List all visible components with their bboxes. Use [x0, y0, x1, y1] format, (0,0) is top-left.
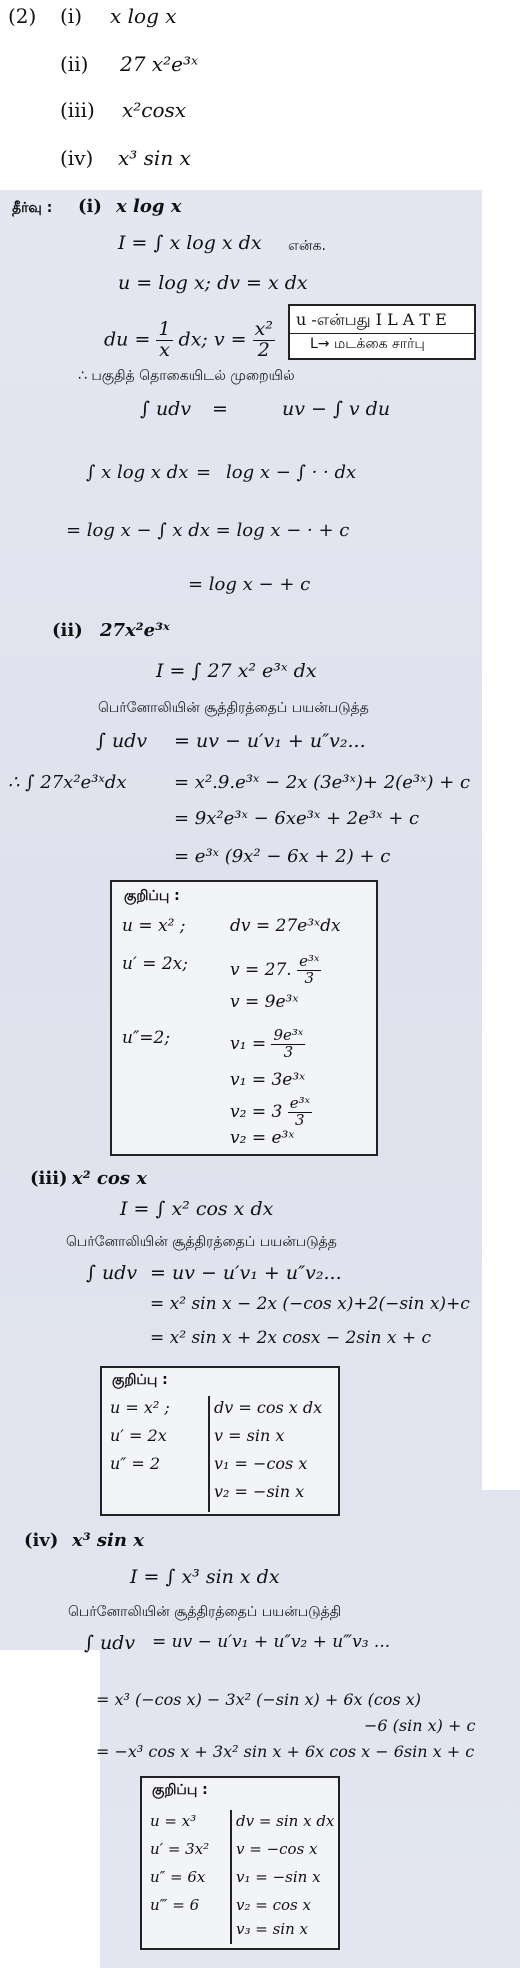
equation: log x − ∫ · · dx	[226, 462, 357, 483]
part-expression: x³ sin x	[118, 146, 191, 170]
equation: u = log x; dv = x dx	[118, 272, 308, 294]
note-cell: v₁ = −cos x	[214, 1454, 308, 1473]
equation: I = ∫ x² cos x dx	[120, 1198, 274, 1220]
note-cell: u′ = 2x;	[122, 954, 188, 974]
formula-left: ∫ udv	[96, 730, 148, 752]
note-cell: u‴ = 6	[150, 1896, 200, 1914]
note-title: குறிப்பு :	[124, 888, 180, 904]
part-heading: x log x	[116, 196, 182, 217]
equation: = −x³ cos x + 3x² sin x + 6x cos x − 6sin x + c	[96, 1742, 475, 1761]
method-note: பெர்னோலியின் சூத்திரத்தைப் பயன்படுத்தி	[68, 1604, 342, 1620]
divider	[290, 333, 474, 334]
method-note: பெர்னோலியின் சூத்திரத்தைப் பயன்படுத்த	[66, 1234, 337, 1250]
formula-left: ∫ udv	[140, 398, 192, 420]
note-cell: u″=2;	[122, 1028, 171, 1048]
equation	[104, 320, 275, 361]
note-cell: v₃ = sin x	[236, 1920, 308, 1938]
equation: = log x − ∫ x dx = log x − · + c	[66, 520, 350, 541]
note-cell: dv = cos x dx	[214, 1398, 323, 1417]
note-cell: v₂ = 3 $\frac{\text{e³ˣ}}{3}$	[230, 1094, 310, 1129]
solution-label: தீர்வு :	[12, 200, 53, 216]
equation: I = ∫ x³ sin x dx	[130, 1566, 280, 1588]
note-cell: v₂ = −sin x	[214, 1482, 305, 1501]
equation-note: என்க.	[288, 238, 326, 254]
equation: = x² sin x − 2x (−cos x)+2(−sin x)+c	[150, 1294, 470, 1314]
formula-right: = uv − u′v₁ + u″v₂...	[174, 730, 366, 752]
page-margin	[482, 190, 520, 1490]
formula-right: = uv − u′v₁ + u″v₂...	[150, 1262, 342, 1284]
method-note: ∴ பகுதித் தொகையிடல் முறையில்	[78, 368, 295, 384]
note-cell: v₁ = −sin x	[236, 1868, 321, 1886]
note-title: குறிப்பு :	[152, 1782, 208, 1798]
equation: = e³ˣ (9x² − 6x + 2) + c	[174, 846, 391, 867]
note-cell: u′ = 2x	[110, 1426, 167, 1445]
note-cell: dv = sin x dx	[236, 1812, 335, 1830]
part-label: (iv)	[24, 1530, 59, 1551]
formula-right: uv − ∫ v du	[282, 398, 391, 420]
note-cell: v = sin x	[214, 1426, 285, 1445]
part-label: (i)	[60, 4, 83, 28]
note-cell: u″ = 6x	[150, 1868, 206, 1886]
note-cell: dv = 27e³ˣdx	[230, 916, 341, 936]
part-label: (ii)	[52, 620, 83, 641]
fraction: $\frac{1}{x}$	[158, 318, 171, 361]
note-cell: u = x² ;	[110, 1398, 170, 1417]
fraction: $\frac{\text{9e³ˣ}}{3}$	[273, 1026, 304, 1061]
equation-text: dx; v =	[178, 328, 247, 351]
note-cell: v = 9e³ˣ	[230, 992, 299, 1012]
formula-right: = uv − u′v₁ + u″v₂ + u‴v₃ ...	[152, 1632, 391, 1652]
note-cell: v = 27. $\frac{\text{e³ˣ}}{3}$	[230, 952, 320, 987]
equation: = x².9.e³ˣ − 2x (3e³ˣ)+ 2(e³ˣ) + c	[174, 772, 471, 793]
equation: I = ∫ 27 x² e³ˣ dx	[156, 660, 317, 682]
note-cell: v₂ = cos x	[236, 1896, 311, 1914]
note-cell: v = −cos x	[236, 1840, 318, 1858]
part-label: (i)	[78, 196, 102, 217]
equation: = x³ (−cos x) − 3x² (−sin x) + 6x (cos x)	[96, 1690, 421, 1709]
part-heading: x² cos x	[72, 1168, 147, 1189]
equation: = x² sin x + 2x cosx − 2sin x + c	[150, 1328, 432, 1348]
part-expression: x²cosx	[122, 98, 187, 122]
note-box	[110, 880, 378, 1156]
equation: I = ∫ x log x dx	[118, 232, 262, 254]
fraction: $\frac{\text{x²}}{2}$	[254, 318, 273, 361]
equation: = log x − + c	[188, 574, 311, 595]
note-title: குறிப்பு :	[112, 1372, 168, 1388]
part-label: (iii)	[30, 1168, 68, 1189]
liate-note-box	[288, 304, 476, 360]
question-number: (2)	[8, 4, 37, 28]
formula-left: ∫ udv	[84, 1632, 136, 1654]
equation: ∫ x log x dx	[86, 462, 189, 483]
equation: ∴ ∫ 27x²e³ˣdx	[8, 772, 127, 793]
note-cell: u = x² ;	[122, 916, 186, 936]
page-margin	[0, 1650, 100, 1968]
formula-left: ∫ udv	[86, 1262, 138, 1284]
note-cell: u = x³	[150, 1812, 197, 1830]
equation: −6 (sin x) + c	[364, 1716, 476, 1735]
equation-text: du =	[104, 328, 151, 351]
note-cell: v₁ = 3e³ˣ	[230, 1070, 306, 1090]
liate-meaning: L→ மடக்கை சார்பு	[310, 336, 425, 352]
formula-equals: =	[212, 398, 228, 420]
note-cell: v₂ = e³ˣ	[230, 1128, 295, 1148]
liate-rule: u -என்பது I L A T E	[296, 310, 447, 329]
divider	[208, 1396, 210, 1512]
note-box	[100, 1366, 340, 1516]
part-heading: x³ sin x	[72, 1530, 144, 1551]
note-cell: v₁ = $\frac{\text{9e³ˣ}}{3}$	[230, 1026, 304, 1061]
note-cell: u′ = 3x²	[150, 1840, 210, 1858]
part-label: (iv)	[60, 146, 94, 170]
part-label: (ii)	[60, 52, 89, 76]
part-expression: x log x	[110, 4, 177, 28]
equation: = 9x²e³ˣ − 6xe³ˣ + 2e³ˣ + c	[174, 808, 420, 829]
note-box	[140, 1776, 340, 1950]
fraction: $\frac{\text{e³ˣ}}{3}$	[289, 1094, 310, 1129]
fraction: $\frac{\text{e³ˣ}}{3}$	[299, 952, 320, 987]
note-cell: u″ = 2	[110, 1454, 161, 1473]
divider	[230, 1810, 232, 1944]
equals: =	[196, 462, 212, 483]
part-expression: 27 x²e³ˣ	[120, 52, 199, 76]
part-heading: 27x²e³ˣ	[100, 620, 170, 641]
method-note: பெர்னோலியின் சூத்திரத்தைப் பயன்படுத்த	[98, 700, 369, 716]
part-label: (iii)	[60, 98, 95, 122]
